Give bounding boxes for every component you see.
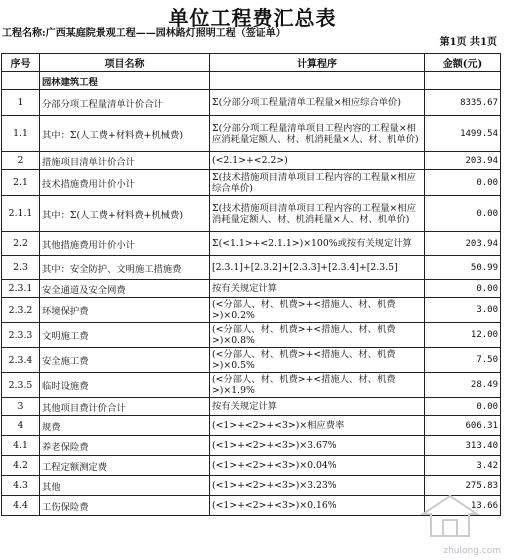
table-header-row (2, 54, 501, 72)
watermark-text: zhulong.com (443, 546, 501, 556)
col-header-amount: 金额(元) (425, 54, 501, 72)
table-row (2, 456, 501, 476)
table-row (2, 436, 501, 456)
row-no: 2.3 (2, 256, 40, 280)
row-calc: Σ(<1.1>+<2.1.1>)×100%或按有关规定计算 (210, 232, 425, 256)
cost-summary-table (1, 53, 501, 516)
table-row (2, 298, 501, 323)
row-calc: Σ(分部分项工程量清单项目工程内容的工程量×相应消耗量定额人、材、机消耗量×人、材、机单价) (210, 116, 425, 152)
table-row (2, 116, 501, 152)
row-calc: (<分部人、材、机费>+<措施人、材、机费>)×1.9% (210, 373, 425, 398)
table-row (2, 280, 501, 298)
section-title: 园林建筑工程 (40, 72, 210, 90)
row-name: 文明施工费 (40, 323, 210, 348)
col-header-name: 项目名称 (40, 54, 210, 72)
row-no: 2.3.1 (2, 280, 40, 298)
row-name: 措施项目清单计价合计 (40, 152, 210, 170)
row-calc: (<1>+<2>+<3>)×3.67% (210, 436, 425, 456)
table-row (2, 196, 501, 232)
row-amount: 28.49 (425, 373, 501, 398)
row-amount: 0.00 (425, 170, 501, 196)
row-calc: Σ(分部分项工程量清单工程量×相应综合单价) (210, 90, 425, 116)
row-amount: 0.00 (425, 398, 501, 416)
row-name: 其他项目费计价合计 (40, 398, 210, 416)
row-no: 2.1 (2, 170, 40, 196)
row-amount: 13.66 (425, 496, 501, 516)
row-calc: [2.3.1]+[2.3.2]+[2.3.3]+[2.3.4]+[2.3.5] (210, 256, 425, 280)
row-amount: 313.40 (425, 436, 501, 456)
row-calc: 按有关规定计算 (210, 398, 425, 416)
row-calc: (<分部人、材、机费>+<措施人、材、机费>)×0.5% (210, 348, 425, 373)
row-calc: (<1>+<2>+<3>)×3.23% (210, 476, 425, 496)
row-amount: 7.50 (425, 348, 501, 373)
row-name: 其他 (40, 476, 210, 496)
row-amount: 1499.54 (425, 116, 501, 152)
row-name: 安全通道及安全网费 (40, 280, 210, 298)
row-no: 2.2 (2, 232, 40, 256)
row-calc: Σ(技术措施项目清单项目工程内容的工程量×相应消耗量定额人、材、机消耗量×人、材、机单价) (210, 196, 425, 232)
table-row (2, 256, 501, 280)
row-calc: (<分部人、材、机费>+<措施人、材、机费>)×0.2% (210, 298, 425, 323)
row-amount: 12.00 (425, 323, 501, 348)
row-name: 其他措施费用计价小计 (40, 232, 210, 256)
row-name: 其中：Σ(人工费+材料费+机械费) (40, 116, 210, 152)
row-no: 2 (2, 152, 40, 170)
table-row (2, 152, 501, 170)
table-row (2, 170, 501, 196)
row-calc: 按有关规定计算 (210, 280, 425, 298)
row-amount: 203.94 (425, 232, 501, 256)
page-title: 单位工程费汇总表 (168, 6, 337, 30)
row-no: 4.4 (2, 496, 40, 516)
row-name: 规费 (40, 416, 210, 436)
table-row (2, 323, 501, 348)
col-header-calc: 计算程序 (210, 54, 425, 72)
row-no: 1.1 (2, 116, 40, 152)
row-amount: 50.99 (425, 256, 501, 280)
row-name: 工程定额测定费 (40, 456, 210, 476)
table-row (2, 348, 501, 373)
row-no: 1 (2, 90, 40, 116)
project-name: 工程名称:广西某庭院景观工程——园林路灯照明工程（签证单） (2, 28, 286, 39)
row-name: 工伤保险费 (40, 496, 210, 516)
table-row (2, 373, 501, 398)
row-no: 4.1 (2, 436, 40, 456)
row-name: 分部分项工程量清单计价合计 (40, 90, 210, 116)
table-row (2, 90, 501, 116)
row-calc: (<1>+<2>+<3>)×0.16% (210, 496, 425, 516)
row-no: 2.3.5 (2, 373, 40, 398)
row-calc: Σ(技术措施项目清单项目工程内容的工程量×相应综合单价) (210, 170, 425, 196)
row-amount: 3.42 (425, 456, 501, 476)
row-amount: 0.00 (425, 280, 501, 298)
col-header-no: 序号 (2, 54, 40, 72)
row-name: 环境保护费 (40, 298, 210, 323)
row-name: 养老保险费 (40, 436, 210, 456)
table-row (2, 232, 501, 256)
row-name: 临时设施费 (40, 373, 210, 398)
row-amount: 203.94 (425, 152, 501, 170)
row-no: 3 (2, 398, 40, 416)
row-no: 4.3 (2, 476, 40, 496)
row-no: 4.2 (2, 456, 40, 476)
row-no: 2.1.1 (2, 196, 40, 232)
table-row (2, 398, 501, 416)
row-name: 其中：安全防护、文明施工措施费 (40, 256, 210, 280)
row-calc: (<2.1>+<2.2>) (210, 152, 425, 170)
row-calc: (<1>+<2>+<3>)×相应费率 (210, 416, 425, 436)
row-name: 技术措施费用计价小计 (40, 170, 210, 196)
page-number: 第1页 共1页 (439, 37, 497, 48)
row-amount: 606.31 (425, 416, 501, 436)
row-no: 2.3.3 (2, 323, 40, 348)
row-amount: 3.00 (425, 298, 501, 323)
row-calc: (<分部人、材、机费>+<措施人、材、机费>)×0.8% (210, 323, 425, 348)
table-row (2, 416, 501, 436)
row-no: 4 (2, 416, 40, 436)
watermark-logo-icon (415, 492, 485, 542)
row-amount: 8335.67 (425, 90, 501, 116)
row-no: 2.3.4 (2, 348, 40, 373)
section-row (2, 72, 501, 90)
row-amount: 275.83 (425, 476, 501, 496)
row-amount: 0.00 (425, 196, 501, 232)
row-name: 其中：Σ(人工费+材料费+机械费) (40, 196, 210, 232)
row-name: 安全施工费 (40, 348, 210, 373)
row-no: 2.3.2 (2, 298, 40, 323)
row-calc: (<1>+<2>+<3>)×0.04% (210, 456, 425, 476)
